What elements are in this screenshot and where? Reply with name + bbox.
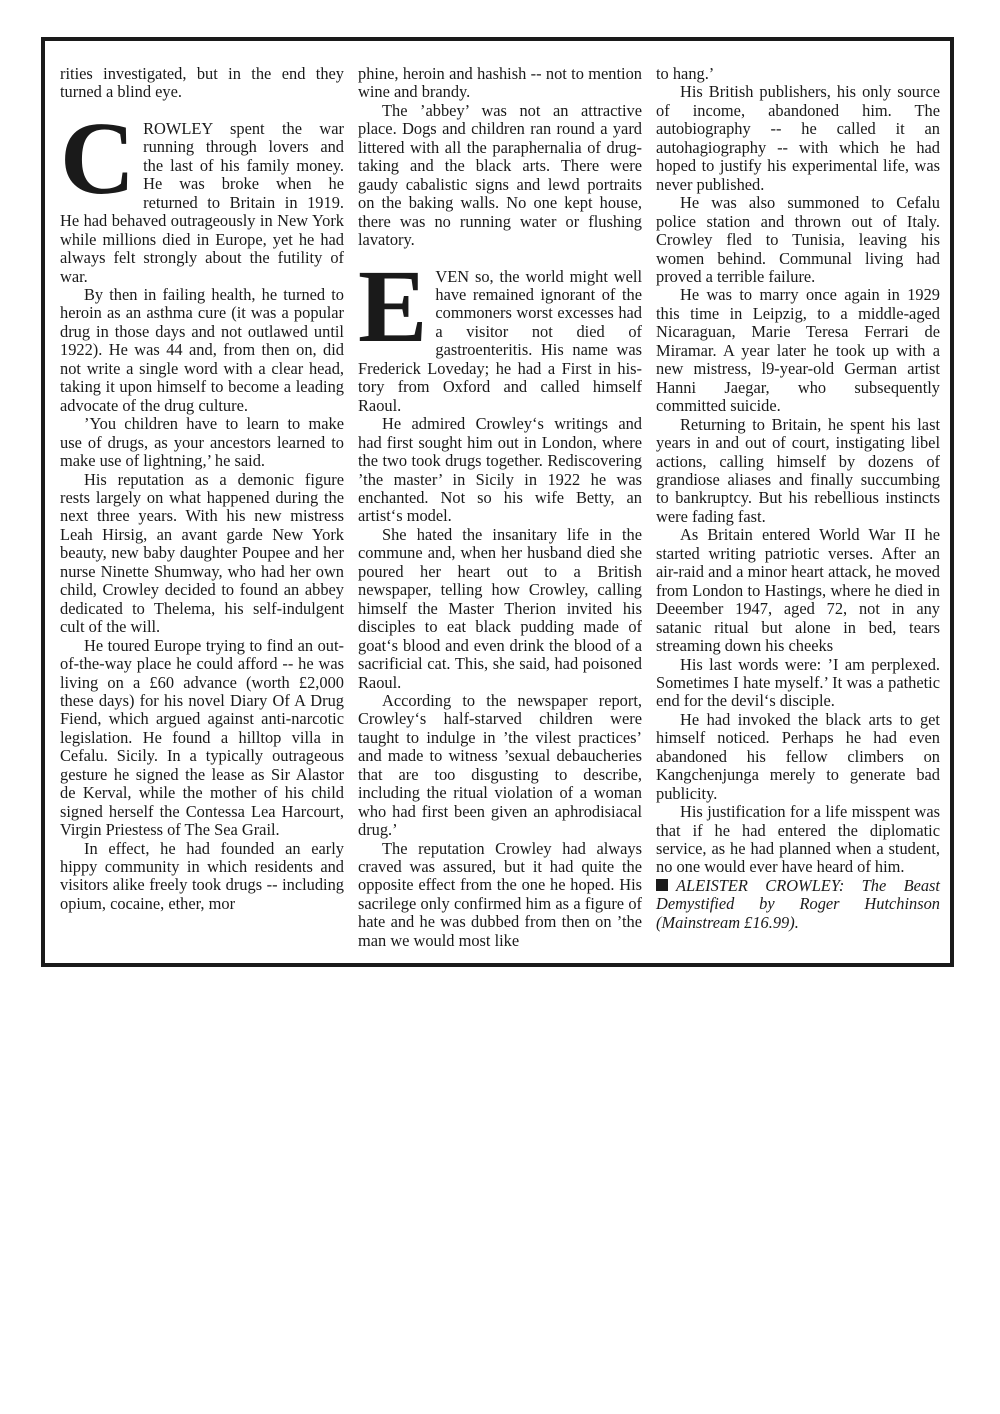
drop-cap-letter: C [60,100,136,216]
book-caption-text: ALEISTER CROWLEY: The Beast Demystified by Roger Hutchinson (Mainstream £16.99). [656,875,940,932]
paragraph: He was to marry once again in 1929 this time in Leipzig, to a middle-aged Nicaraguan, Marie Teresa Ferrari de Miramar. A year later he took up with a new mistress, l9-year-old German artist Hanni Jaegar, who subsequently committed suicide. [656,285,940,416]
paragraph: By then in failing health, he turned to heroin as an asthma cure (it was a popular drug in those days and not outlawed until 1922). He was 44 and, from then on, did not write a single word with a clear head, taking it upon himself to become a leading advocate of the drug culture. [60,284,344,415]
paragraph: The reputation Crowley had always craved was assured, but it had quite the opposite effect from the one he hoped. His sacrilege only confirmed him as a figure of hate and he was dubbed from then on ’the man we would most like [358,838,642,950]
paragraph: ’You children have to learn to make use of drugs, as your ancestors learned to make use of lightning,’ he said. [60,414,344,471]
article-column-3 [656,65,940,932]
drop-cap-paragraph [358,248,642,416]
article-frame [41,37,954,967]
paragraph: rities investigated, but in the end they turned a blind eye. [60,64,344,102]
book-caption [656,877,940,932]
paragraph: His British publishers, his only source of income, abandoned him. The autobiography -- he called it an autohagiography -- with which he had hoped to justify his experimental life, was never published. [656,82,940,194]
paragraph: He admired Crowley‘s writings and had first sought him out in London, where the two took drugs together. Rediscovering ’the master’ in Sicily in 1922 he was enchanted. Not so his wife Betty, an artist‘s model. [358,414,642,526]
paragraph: According to the newspaper report, Crowley‘s half-starved children were taught to indulge in ’the vilest practices’ and made to witness ’sexual debaucheries that are too disgusting to describe, including the ritual violation of a woman who had first been given an aphrodisiacal drug.’ [358,690,642,840]
paragraph: She hated the insanitary life in the commune and, when her husband died she poured her heart out to a British newspaper, telling how Crowley, calling himself the Master Therion invited his disciples to eat black pudding made of goat‘s blood and even drink the blood of a sacrificial cat. This, she said, had poisoned Raoul. [358,524,642,692]
paragraph: to hang.’ [656,64,715,83]
paragraph: The ’abbey’ was not an attractive place. Dogs and children ran round a yard littered with all the paraphernalia of drug-taking and the black arts. There were gaudy cabalistic signs and lewd portraits on the baking walls. No one kept house, there was no running water or flushing lavatory. [358,100,642,250]
paragraph: His reputation as a demonic figure rests largely on what happened during the next three years. With his new mistress Leah Hirsig, an avant garde New York beauty, new baby daughter Poupee and her nurse Ninette Shumway, who had her own child, Crowley decided to found an abbey dedicated to Thelema, his self-indulgent cult of the will. [60,469,344,637]
drop-cap-text: VEN so, the world might well have remained ignorant of the commoners worst excesses had a visitor not died of gastroenteritis. His name was Frederick Loveday; he had a First in history from Oxford and called himself Raoul. [358,266,642,415]
paragraph: He toured Europe trying to find an out-of-the-way place he could afford -- he was living on a £60 advance (worth £2,000 these days) for his novel Diary Of A Drug Fiend, which argued against anti-narcotic legislation. He found a hilltop villa in Cefalu. Sicily. In a typically outrageous gesture he signed the lease as Sir Alastor de Kerval, while the mother of his child signed herself the Contessa Lea Harcourt, Virgin Priestess of The Sea Grail. [60,635,344,840]
article-column-1 [60,65,344,913]
paragraph: As Britain entered World War II he started writing patriotic verses. After an air-raid and a minor heart attack, he moved from London to Hastings, where he died in Deeember 1947, aged 72, not in any satanic ritual but alone in bed, tears streaming down his cheeks [656,525,940,656]
paragraph: His last words were: ’I am perplexed. Sometimes I hate myself.’ It was a pathetic end for the devil‘s disciple. [656,654,940,711]
paragraph: He was also summoned to Cefalu police station and thrown out of Italy. Crowley fled to Tunisia, leaving his women behind. Communal living had proved a terrible failure. [656,193,940,286]
drop-cap-letter: E [358,248,428,364]
paragraph: In effect, he had founded an early hippy community in which residents and visitors alike freely took drugs -- including opium, cocaine, ether, mor [60,838,344,913]
paragraph: He had invoked the black arts to get himself noticed. Perhaps he had even abandoned his fellow climbers on Kangchenjunga merely to generate bad publicity. [656,709,940,803]
drop-cap-paragraph [60,100,344,286]
square-bullet-icon [656,879,668,891]
drop-cap-text: ROWLEY spent the war running through lovers and the last of his family money. He was broke when he returned to Britain in 1919. He had behaved outrageously in New York while millions died in Europe, yet he had always felt strongly about the futility of war. [60,118,344,286]
article-column-2 [358,65,642,950]
paragraph: phine, heroin and hashish -- not to mention wine and brandy. [358,64,642,102]
paragraph: Returning to Britain, he spent his last years in and out of court, instigating libel actions, calling himself by dozens of grandiose aliases and finally succumbing to bankruptcy. But his rebellious instincts were fading fast. [656,414,940,526]
paragraph: His justification for a life misspent was that if he had entered the diplomatic service, as he had planned when a student, no one would ever have heard of him. [656,802,940,877]
